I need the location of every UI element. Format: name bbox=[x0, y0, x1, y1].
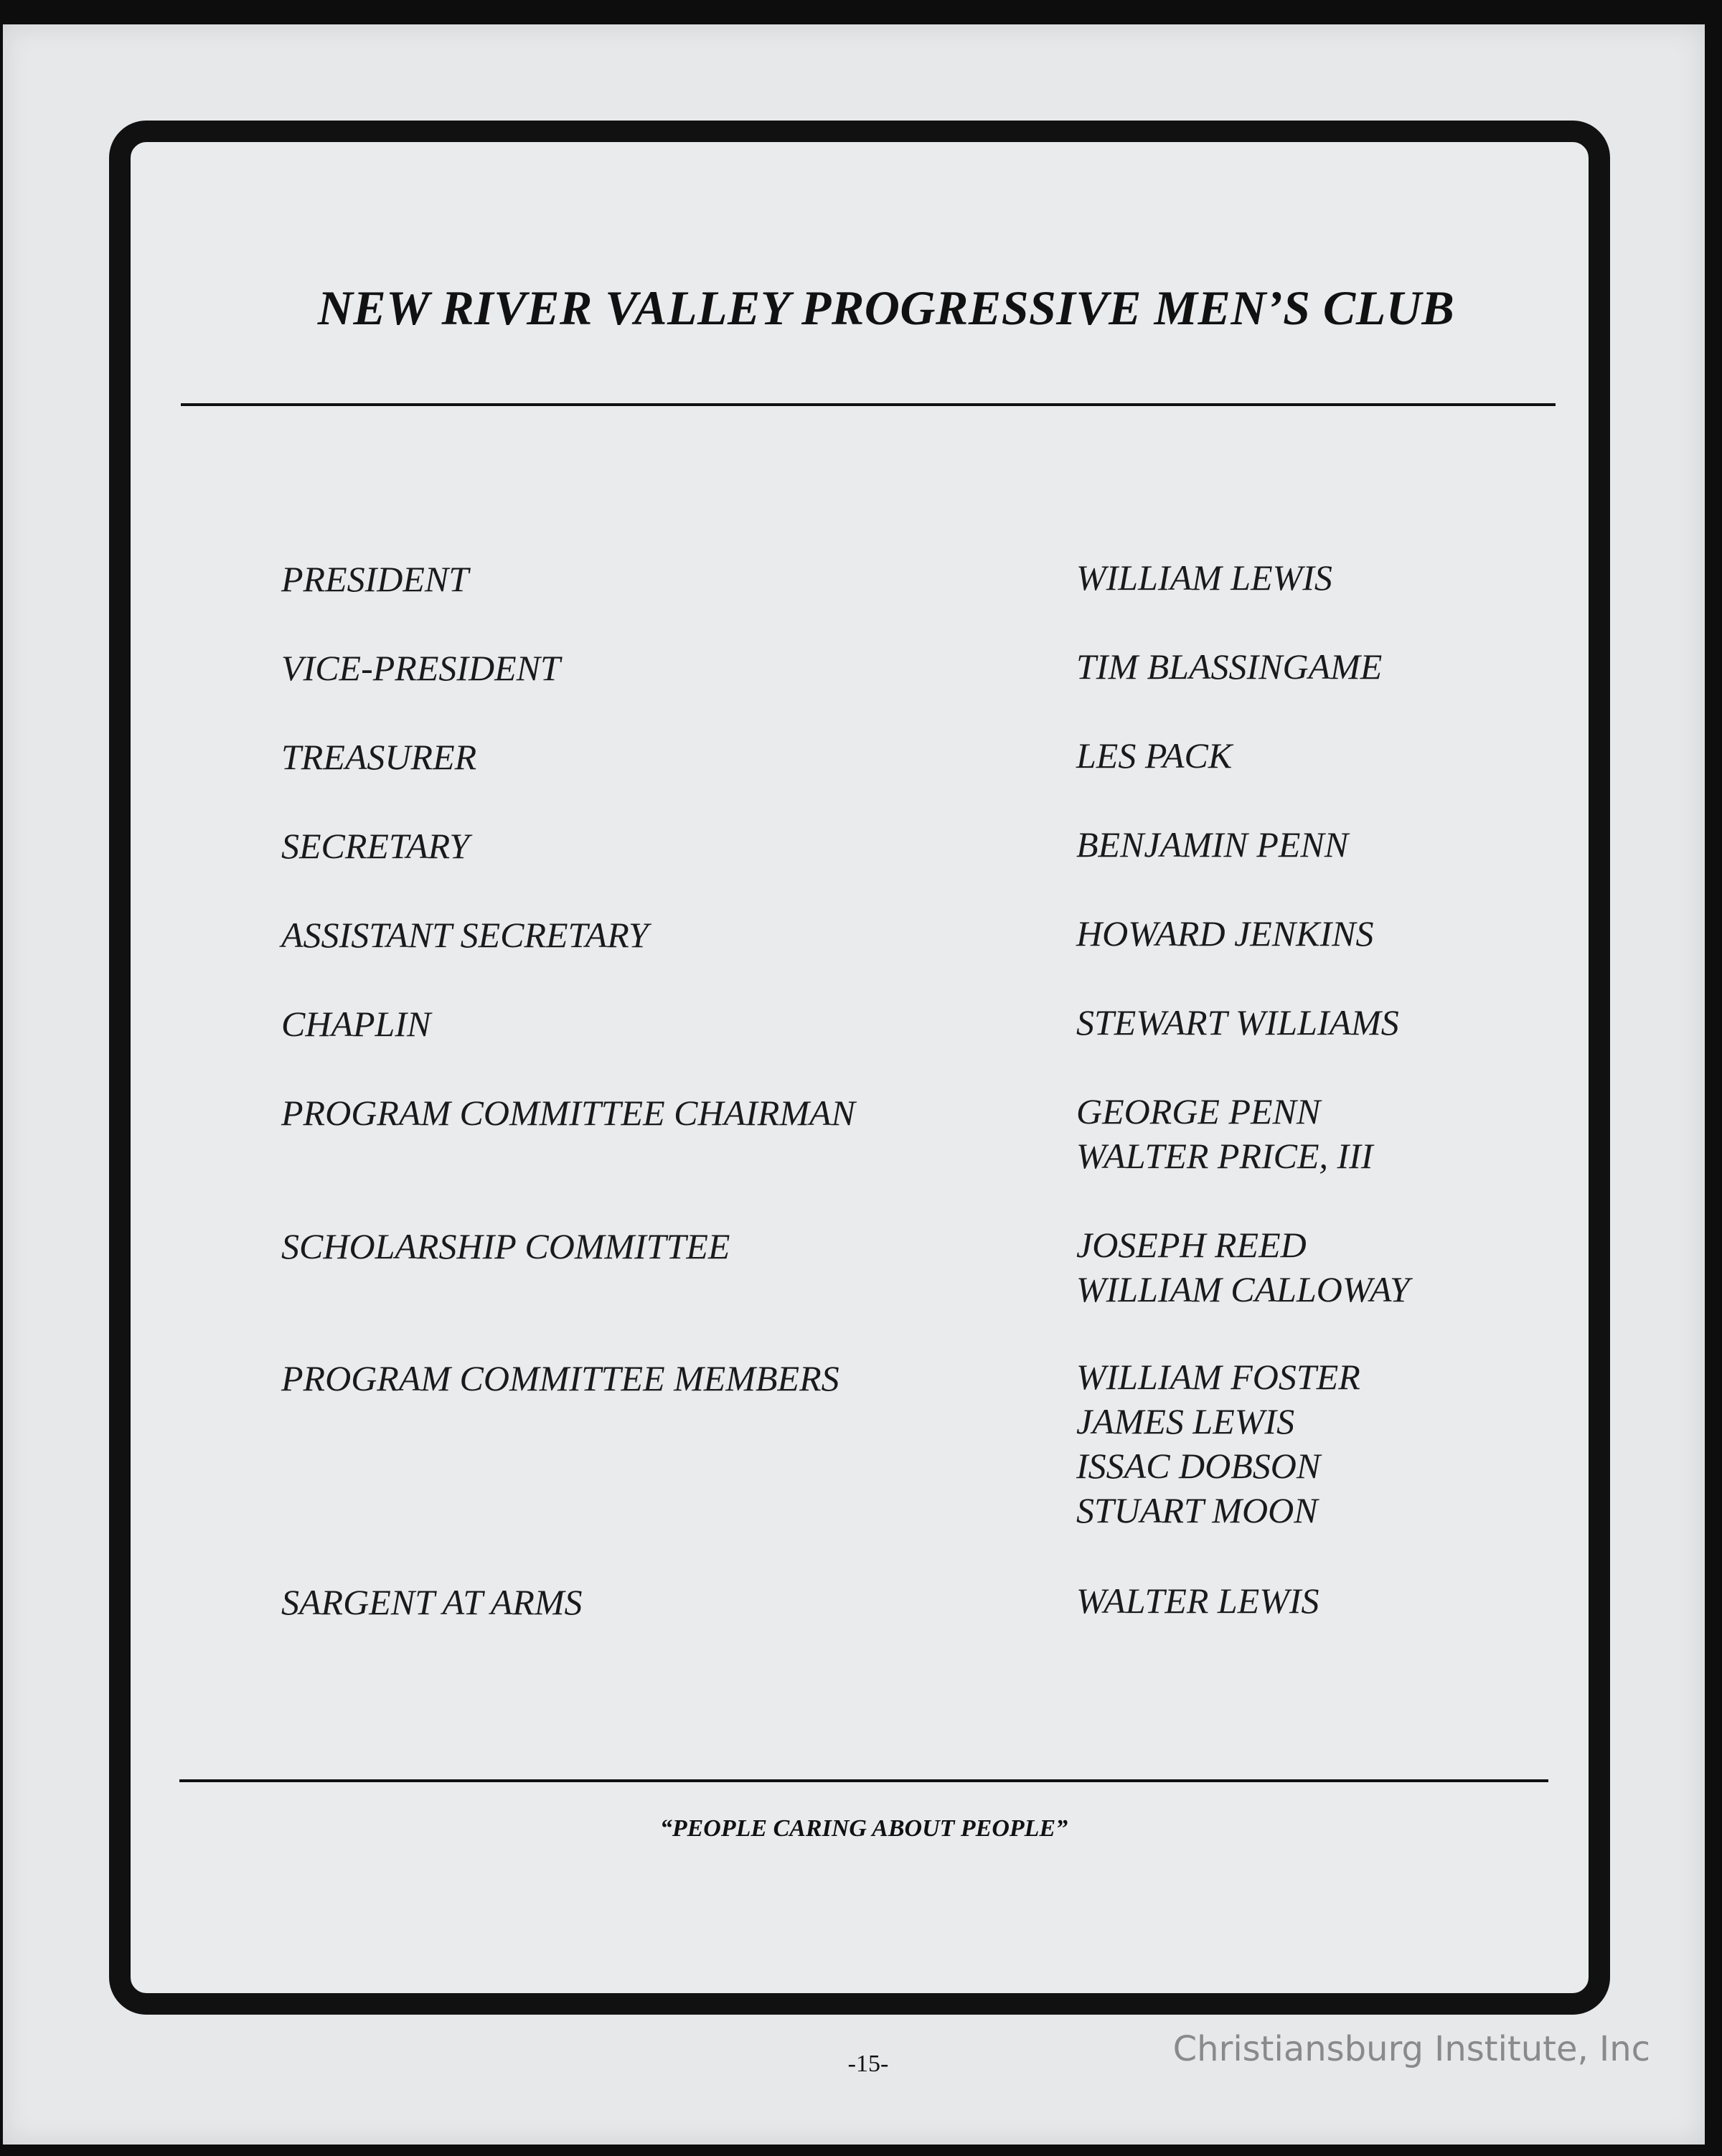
officer-role: CHAPLIN bbox=[281, 1004, 431, 1044]
officer-name: WILLIAM LEWIS bbox=[1076, 557, 1332, 598]
officer-role: SCHOLARSHIP COMMITTEE bbox=[281, 1226, 730, 1266]
officer-name: LES PACK bbox=[1076, 735, 1233, 776]
officer-name: TIM BLASSINGAME bbox=[1076, 646, 1383, 687]
officer-name: BENJAMIN PENN bbox=[1076, 824, 1349, 865]
page-number: -15- bbox=[847, 2051, 889, 2077]
watermark-text: Christiansburg Institute, Inc bbox=[1172, 2029, 1650, 2069]
officer-role: PROGRAM COMMITTEE CHAIRMAN bbox=[281, 1093, 855, 1133]
club-motto: “PEOPLE CARING ABOUT PEOPLE” bbox=[659, 1815, 1068, 1842]
motto-divider bbox=[179, 1779, 1548, 1782]
officer-name: WILLIAM CALLOWAY bbox=[1076, 1269, 1410, 1309]
officer-name: WALTER LEWIS bbox=[1076, 1581, 1319, 1621]
officer-name: ISSAC DOBSON bbox=[1076, 1446, 1321, 1486]
officer-name: HOWARD JENKINS bbox=[1076, 913, 1374, 954]
officer-role: VICE-PRESIDENT bbox=[281, 648, 560, 688]
officer-role: SARGENT AT ARMS bbox=[281, 1582, 583, 1622]
officer-name: JAMES LEWIS bbox=[1076, 1401, 1295, 1441]
officer-name: WILLIAM FOSTER bbox=[1076, 1357, 1360, 1397]
officer-role: PROGRAM COMMITTEE MEMBERS bbox=[281, 1358, 839, 1398]
officer-role: ASSISTANT SECRETARY bbox=[281, 915, 649, 955]
officer-name: STUART MOON bbox=[1076, 1490, 1318, 1530]
officer-name: STEWART WILLIAMS bbox=[1076, 1002, 1399, 1042]
officer-role: SECRETARY bbox=[281, 826, 470, 866]
officer-role: PRESIDENT bbox=[281, 559, 469, 599]
officer-name: GEORGE PENN bbox=[1076, 1091, 1321, 1131]
officer-name: WALTER PRICE, III bbox=[1076, 1136, 1373, 1176]
officer-name: JOSEPH REED bbox=[1076, 1225, 1307, 1265]
officer-role: TREASURER bbox=[281, 737, 477, 777]
page-title: NEW RIVER VALLEY PROGRESSIVE MEN’S CLUB bbox=[317, 281, 1455, 335]
